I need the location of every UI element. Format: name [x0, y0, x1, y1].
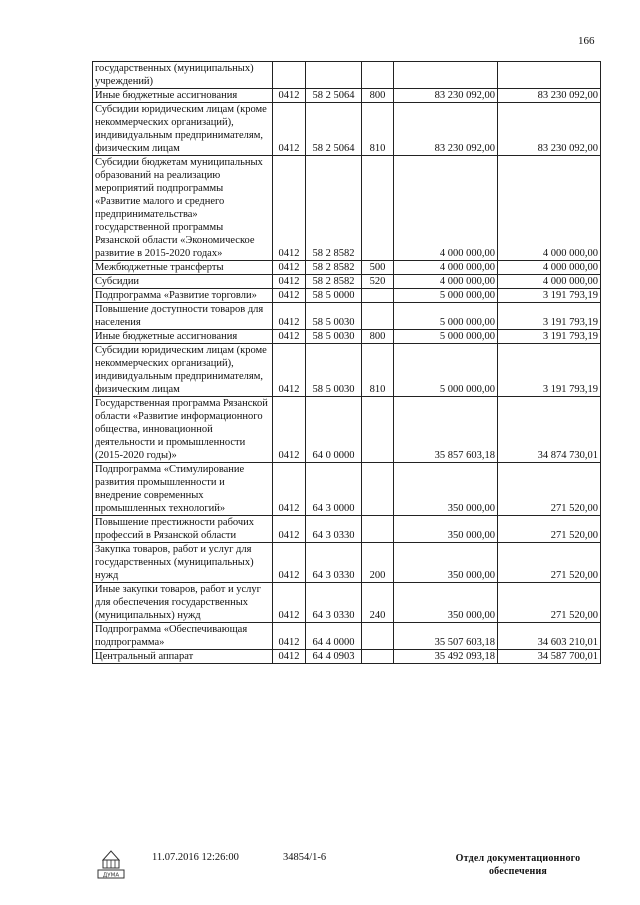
table-row: [93, 516, 601, 543]
row-code-cell: 64 0 0000: [306, 397, 362, 463]
row-code-cell: 64 4 0903: [306, 650, 362, 664]
row-sum-planned-cell: 5 000 000,00: [394, 289, 498, 303]
row-name-cell: Субсидии юридическим лицам (кроме некоммерческих организаций), индивидуальным предпринимателям, физическим лицам: [93, 344, 273, 397]
row-sum-actual-cell: 83 230 092,00: [498, 89, 601, 103]
row-sum-actual-cell: 271 520,00: [498, 583, 601, 623]
row-name-cell: Подпрограмма «Развитие торговли»: [93, 289, 273, 303]
footer-date: 11.07.2016 12:26:00: [152, 852, 239, 863]
table-row: [93, 156, 601, 261]
row-type-cell: 520: [362, 275, 394, 289]
row-sum-actual-cell: 4 000 000,00: [498, 261, 601, 275]
table-row: [93, 303, 601, 330]
row-sum-planned-cell: 4 000 000,00: [394, 275, 498, 289]
row-type-cell: 810: [362, 344, 394, 397]
row-sum-planned-cell: 4 000 000,00: [394, 261, 498, 275]
row-section-cell: 0412: [273, 103, 306, 156]
row-sum-planned-cell: 5 000 000,00: [394, 330, 498, 344]
footer-department-line2: обеспечения: [488, 866, 548, 877]
row-sum-planned-cell: 5 000 000,00: [394, 303, 498, 330]
row-name-cell: Иные бюджетные ассигнования: [93, 89, 273, 103]
row-type-cell: 800: [362, 330, 394, 344]
footer-department: [448, 852, 588, 878]
row-sum-planned-cell: 350 000,00: [394, 543, 498, 583]
row-type-cell: [362, 156, 394, 261]
row-sum-planned-cell: 83 230 092,00: [394, 103, 498, 156]
row-name-cell: Субсидии бюджетам муниципальных образований на реализацию мероприятий подпрограммы «Развитие малого и среднего предпринимательства» государственной программы Рязанской области «Экономическое развитие в 2015-2020 годах»: [93, 156, 273, 261]
row-sum-actual-cell: 3 191 793,19: [498, 330, 601, 344]
row-sum-actual-cell: 34 587 700,01: [498, 650, 601, 664]
row-sum-planned-cell: 4 000 000,00: [394, 156, 498, 261]
row-name-cell: Субсидии юридическим лицам (кроме некоммерческих организаций), индивидуальным предпринимателям, физическим лицам: [93, 103, 273, 156]
row-sum-actual-cell: 4 000 000,00: [498, 156, 601, 261]
row-type-cell: [362, 463, 394, 516]
row-section-cell: 0412: [273, 289, 306, 303]
row-sum-actual-cell: [498, 62, 601, 89]
row-name-cell: Межбюджетные трансферты: [93, 261, 273, 275]
row-name-cell: Закупка товаров, работ и услуг для государственных (муниципальных) нужд: [93, 543, 273, 583]
row-sum-planned-cell: 350 000,00: [394, 583, 498, 623]
row-code-cell: 58 2 8582: [306, 275, 362, 289]
row-code-cell: 58 5 0000: [306, 289, 362, 303]
row-name-cell: Подпрограмма «Стимулирование развития промышленности и внедрение современных промышленных технологий»: [93, 463, 273, 516]
row-type-cell: [362, 303, 394, 330]
row-code-cell: 58 5 0030: [306, 344, 362, 397]
row-code-cell: 58 2 8582: [306, 261, 362, 275]
row-sum-planned-cell: 35 492 093,18: [394, 650, 498, 664]
table-row: [93, 543, 601, 583]
row-name-cell: Центральный аппарат: [93, 650, 273, 664]
row-name-cell: Повышение доступности товаров для населения: [93, 303, 273, 330]
row-name-cell: Подпрограмма «Обеспечивающая подпрограмма»: [93, 623, 273, 650]
row-type-cell: 500: [362, 261, 394, 275]
row-section-cell: 0412: [273, 156, 306, 261]
row-sum-planned-cell: 350 000,00: [394, 516, 498, 543]
row-type-cell: [362, 650, 394, 664]
row-code-cell: 64 3 0000: [306, 463, 362, 516]
row-section-cell: 0412: [273, 463, 306, 516]
table-row: [93, 463, 601, 516]
row-type-cell: 810: [362, 103, 394, 156]
row-section-cell: 0412: [273, 397, 306, 463]
row-type-cell: 800: [362, 89, 394, 103]
row-sum-actual-cell: 34 874 730,01: [498, 397, 601, 463]
row-name-cell: государственных (муниципальных) учреждений): [93, 62, 273, 89]
table-row: [93, 330, 601, 344]
table-row: [93, 397, 601, 463]
row-name-cell: Иные бюджетные ассигнования: [93, 330, 273, 344]
row-code-cell: 64 4 0000: [306, 623, 362, 650]
row-sum-planned-cell: 83 230 092,00: [394, 89, 498, 103]
row-code-cell: 58 5 0030: [306, 330, 362, 344]
row-type-cell: [362, 397, 394, 463]
duma-emblem-icon: [94, 846, 128, 880]
row-section-cell: 0412: [273, 650, 306, 664]
table-row: [93, 623, 601, 650]
row-sum-actual-cell: 34 603 210,01: [498, 623, 601, 650]
logo-text: ДУМА: [102, 872, 120, 879]
row-type-cell: [362, 516, 394, 543]
row-section-cell: 0412: [273, 89, 306, 103]
table-row: [93, 650, 601, 664]
row-sum-actual-cell: 83 230 092,00: [498, 103, 601, 156]
row-type-cell: 200: [362, 543, 394, 583]
row-sum-actual-cell: 4 000 000,00: [498, 275, 601, 289]
row-sum-actual-cell: 271 520,00: [498, 516, 601, 543]
row-section-cell: 0412: [273, 261, 306, 275]
row-code-cell: 64 3 0330: [306, 516, 362, 543]
table-row: [93, 62, 601, 89]
table-row: [93, 103, 601, 156]
row-name-cell: Государственная программа Рязанской области «Развитие информационного общества, инновационной деятельности и промышленности (2015-2020 годы)»: [93, 397, 273, 463]
row-sum-planned-cell: 350 000,00: [394, 463, 498, 516]
row-sum-planned-cell: 35 857 603,18: [394, 397, 498, 463]
row-section-cell: 0412: [273, 275, 306, 289]
table-row: [93, 344, 601, 397]
table-row: [93, 261, 601, 275]
row-name-cell: Иные закупки товаров, работ и услуг для обеспечения государственных (муниципальных) нужд: [93, 583, 273, 623]
row-sum-planned-cell: 5 000 000,00: [394, 344, 498, 397]
table-row: [93, 289, 601, 303]
row-sum-actual-cell: 3 191 793,19: [498, 303, 601, 330]
table-row: [93, 583, 601, 623]
row-section-cell: 0412: [273, 623, 306, 650]
row-code-cell: 64 3 0330: [306, 583, 362, 623]
row-type-cell: [362, 289, 394, 303]
row-type-cell: 240: [362, 583, 394, 623]
footer-doc-number: 34854/1-6: [283, 852, 327, 863]
row-sum-planned-cell: 35 507 603,18: [394, 623, 498, 650]
row-code-cell: 58 5 0030: [306, 303, 362, 330]
table-row: [93, 275, 601, 289]
budget-table: [92, 61, 601, 664]
row-code-cell: 58 2 5064: [306, 89, 362, 103]
row-name-cell: Субсидии: [93, 275, 273, 289]
row-type-cell: [362, 62, 394, 89]
row-section-cell: 0412: [273, 583, 306, 623]
row-sum-actual-cell: 3 191 793,19: [498, 289, 601, 303]
row-code-cell: 58 2 5064: [306, 103, 362, 156]
row-type-cell: [362, 623, 394, 650]
row-code-cell: 64 3 0330: [306, 543, 362, 583]
row-sum-planned-cell: [394, 62, 498, 89]
row-section-cell: [273, 62, 306, 89]
row-name-cell: Повышение престижности рабочих профессий в Рязанской области: [93, 516, 273, 543]
row-sum-actual-cell: 271 520,00: [498, 463, 601, 516]
row-sum-actual-cell: 271 520,00: [498, 543, 601, 583]
row-section-cell: 0412: [273, 516, 306, 543]
row-sum-actual-cell: 3 191 793,19: [498, 344, 601, 397]
footer-department-line1: Отдел документационного: [455, 853, 581, 864]
row-section-cell: 0412: [273, 344, 306, 397]
row-code-cell: [306, 62, 362, 89]
row-section-cell: 0412: [273, 330, 306, 344]
page-number: 166: [578, 35, 595, 47]
row-code-cell: 58 2 8582: [306, 156, 362, 261]
row-section-cell: 0412: [273, 543, 306, 583]
table-row: [93, 89, 601, 103]
row-section-cell: 0412: [273, 303, 306, 330]
